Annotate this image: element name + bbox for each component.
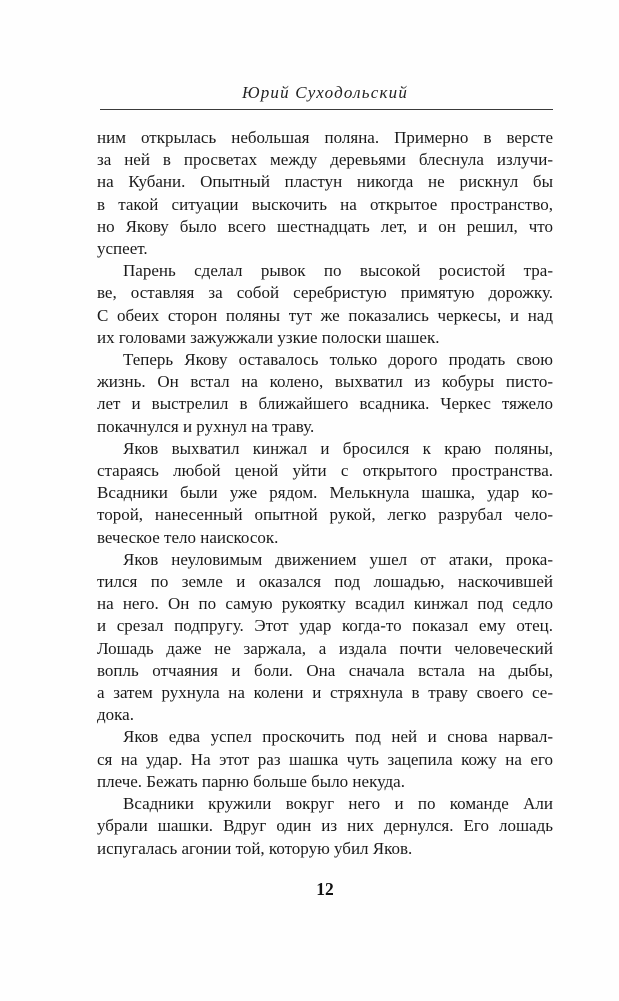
- text-line: лет и выстрелил в ближайшего всадника. Черкес тяжело: [97, 394, 553, 414]
- running-head-author: Юрий Суходольский: [241, 83, 409, 102]
- page-number: 12: [316, 879, 334, 899]
- text-line: веческое тело наискосок.: [97, 527, 279, 547]
- text-line: за ней в просветах между деревьями блеснула излучи-: [97, 150, 553, 170]
- text-line: плече. Бежать парню больше было некуда.: [97, 771, 405, 791]
- header-rule: [100, 109, 553, 110]
- text-line: Яков выхватил кинжал и бросился к краю поляны,: [123, 438, 553, 458]
- text-line: Яков неуловимым движением ушел от атаки, прока-: [123, 549, 553, 569]
- text-line: ве, оставляя за собой серебристую примятую дорожку.: [97, 283, 553, 303]
- paragraph: [97, 726, 553, 793]
- text-line: покачнулся и рухнул на траву.: [97, 416, 315, 436]
- text-line: тился по земле и оказался под лошадью, наскочившей: [97, 572, 553, 592]
- text-line: С обеих сторон поляны тут же показались черкесы, и над: [97, 305, 553, 325]
- text-line: стараясь любой ценой уйти с открытого пространства.: [97, 461, 553, 481]
- paragraph: [97, 438, 553, 549]
- text-line: Всадники кружили вокруг него и по команде Али: [123, 794, 553, 814]
- paragraph: [97, 549, 553, 727]
- paragraph: [97, 349, 553, 438]
- text-line: и срезал подпругу. Этот удар когда-то показал ему отец.: [97, 616, 553, 636]
- text-line: на него. Он по самую рукоятку всадил кинжал под седло: [97, 594, 553, 614]
- text-line: успеет.: [97, 239, 148, 259]
- text-line: Яков едва успел проскочить под ней и снова нарвал-: [123, 727, 553, 747]
- text-line: в такой ситуации выскочить на открытое пространство,: [97, 194, 553, 214]
- text-line: ним открылась небольшая поляна. Примерно в версте: [97, 128, 553, 147]
- text-line: но Якову было всего шестнадцать лет, и он решил, что: [97, 216, 553, 236]
- text-line: испугалась агонии той, которую убил Яков.: [97, 838, 413, 858]
- text-line: вопль отчаяния и боли. Она сначала встала на дыбы,: [97, 660, 553, 680]
- text-line: на Кубани. Опытный пластун никогда не рискнул бы: [97, 172, 553, 192]
- text-line: Теперь Якову оставалось только дорого продать свою: [123, 350, 553, 370]
- text-line: торой, нанесенный опытной рукой, легко разрубал чело-: [97, 505, 553, 525]
- paragraph: [97, 127, 553, 260]
- body-text: [97, 127, 553, 860]
- text-line: их головами зажужжали узкие полоски шашек.: [97, 327, 440, 347]
- text-line: Всадники были уже рядом. Мелькнула шашка, удар ко-: [97, 483, 553, 503]
- text-line: Лошадь даже не заржала, а издала почти человеческий: [97, 638, 553, 658]
- text-line: жизнь. Он встал на колено, выхватил из кобуры писто-: [97, 372, 553, 392]
- paragraph: [97, 260, 553, 349]
- text-line: дока.: [97, 705, 134, 725]
- text-line: а затем рухнула на колени и стряхнула в траву своего се-: [97, 683, 553, 703]
- text-line: ся на удар. На этот раз шашка чуть зацепила кожу на его: [97, 749, 553, 769]
- paragraph: [97, 793, 553, 860]
- text-line: убрали шашки. Вдруг один из них дернулся. Его лошадь: [97, 816, 553, 836]
- text-line: Парень сделал рывок по высокой росистой тра-: [123, 261, 553, 281]
